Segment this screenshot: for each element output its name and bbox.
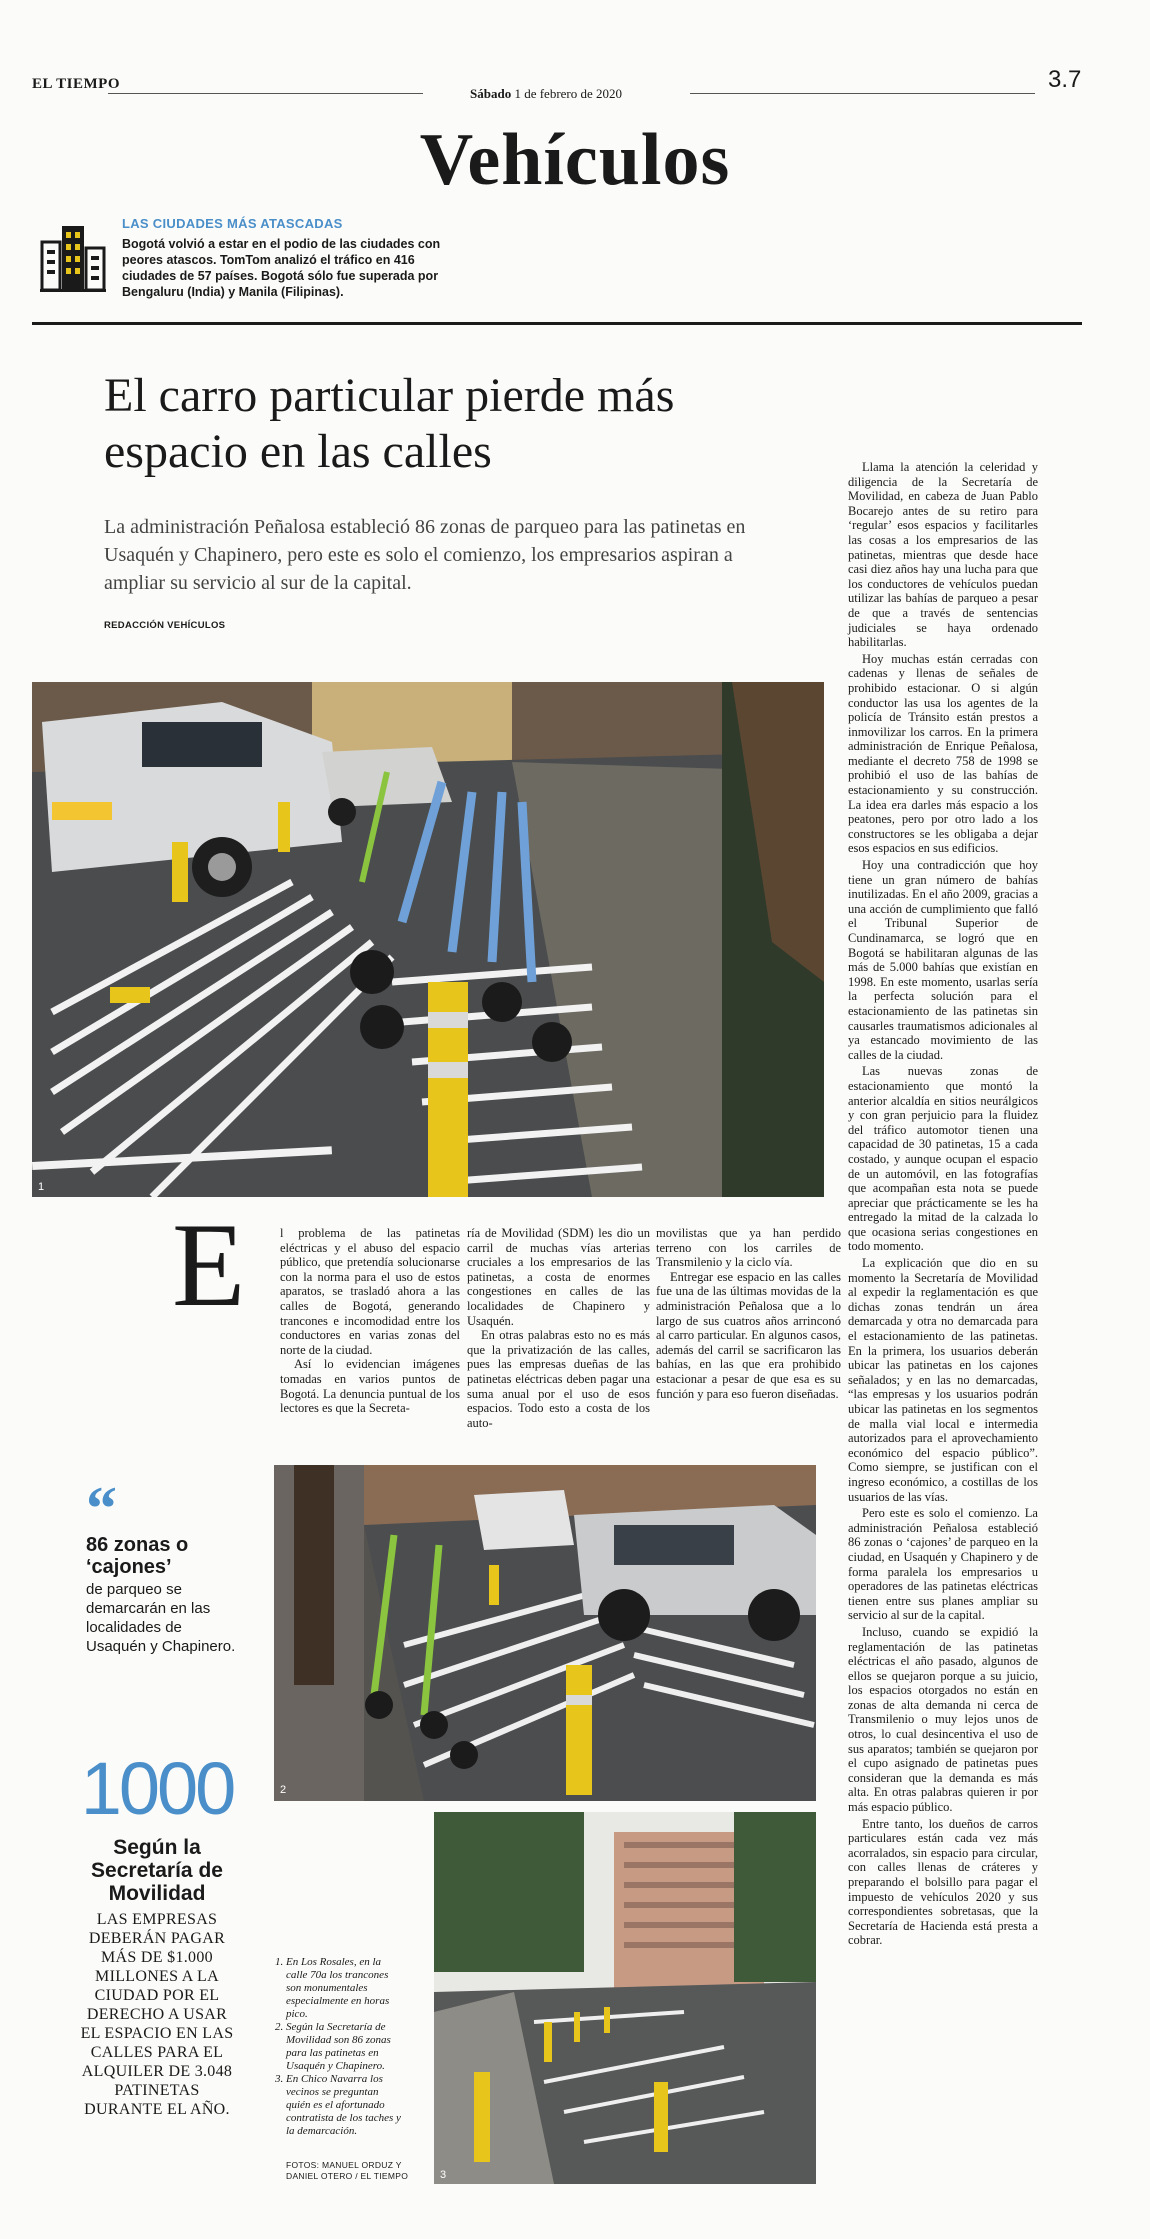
stat-source: Según la Secretaría de Movilidad bbox=[91, 1836, 223, 1905]
section-divider bbox=[32, 322, 1082, 325]
masthead-logo: EL TIEMPO bbox=[32, 76, 120, 92]
body-column-3 bbox=[656, 1226, 841, 1401]
paragraph: Así lo evidencian imágenes tomadas en varios puntos de Bogotá. La denuncia puntual de los lectores es que la Secreta- bbox=[280, 1357, 460, 1416]
header-rule bbox=[108, 93, 423, 94]
buildings-icon bbox=[40, 220, 106, 292]
paragraph: Hoy una contradicción que hoy tiene un gran número de bahías inutilizadas. En el año 2009, gracias a una acción de cumplimiento que falló el Tribunal Superior de Cundinamarca, se logró que en Bogotá se habilitaran algunas de las más de 5.000 bahías que existían en 1998. En este momento, usarlas sería la perfecta solución para el estacionamiento de las patinetas sin causarles traumatismos adicionales al ya estancado movimiento de las calles de la ciudad. bbox=[848, 858, 1038, 1062]
stat-text: LAS EMPRESAS DEBERÁN PAGAR MÁS DE $1.000 MILLONES A LA CIUDAD POR EL DERECHO A USAR EL ESPACIO EN LAS CALLES PARA EL ALQUILER DE 3.048 PATINETAS DURANTE EL AÑO. bbox=[80, 1911, 234, 2118]
issue-day: Sábado bbox=[470, 86, 512, 101]
right-text-column bbox=[848, 460, 1038, 1950]
section-title: Vehículos bbox=[419, 119, 731, 201]
paragraph: Entre tanto, los dueños de carros particulares están cada vez más acorralados, sin espacio para circular, con calles llenas de cráteres y preparando el bolsillo para pagar el impuesto de vehículos 2020 y sus correspondientes sobretasas, que la Secretaría de Hacienda está presta a cobrar. bbox=[848, 1816, 1038, 1948]
stat-number: 1000 bbox=[80, 1747, 234, 1830]
photo-green-scooters-cajon bbox=[274, 1465, 816, 1801]
article-byline: REDACCIÓN VEHÍCULOS bbox=[104, 620, 226, 631]
photo-scooters-parking-street bbox=[32, 682, 824, 1197]
drop-cap: E bbox=[172, 1198, 246, 1331]
photo-number: 2 bbox=[280, 1784, 287, 1796]
article-deck: La administración Peñalosa estableció 86 zonas de parqueo para las patinetas en Usaquén y Chapinero, pero este es solo el comienzo, los empresarios aspiran a ampliar su servicio al sur de la capital. bbox=[104, 516, 746, 594]
pull-quote-title: 86 zonas o ‘cajones’ bbox=[86, 1534, 189, 1578]
photo-number: 3 bbox=[440, 2169, 447, 2181]
paragraph: En otras palabras esto no es más que la privatización de las calles, pues las empresas dueñas de las patinetas eléctricas deben pagar una suma anual por el uso de esos espacios. Todo esto a costa de los auto- bbox=[467, 1328, 650, 1430]
teaser-body: Bogotá volvió a estar en el podio de las ciudades con peores atascos. TomTom analizó el tráfico en 416 ciudades de 57 países. Bogotá sólo fue superada por Bengaluru (India) y Manila (Filipinas). bbox=[122, 237, 441, 299]
paragraph: Pero este es solo el comienzo. La administración Peñalosa estableció 86 zonas o ‘cajones’ de parqueo en la ciudad, en Usaquén y Chapinero y de forma paralela los empresarios u operadores de las patinetas eléctricas tienen entre sus planes ampliar su servicio al sur de la capital. bbox=[848, 1506, 1038, 1623]
caption-item: 2. Según la Secretaría de Movilidad son 86 zonas para las patinetas en Usaquén y Chapinero. bbox=[286, 2021, 404, 2073]
photo-credit: FOTOS: MANUEL ORDUZ Y DANIEL OTERO / EL TIEMPO bbox=[286, 2160, 409, 2181]
body-column-1 bbox=[280, 1226, 460, 1416]
paragraph: ría de Movilidad (SDM) les dio un carril de muchas vías arterias cruciales a los empresarios de las patinetas, a costa de enormes congestiones en calles de las localidades de Chapinero y Usaquén. bbox=[467, 1226, 650, 1328]
quote-icon: “ bbox=[86, 1475, 117, 1543]
photo-captions bbox=[272, 1956, 404, 2138]
paragraph: La explicación que dio en su momento la Secretaría de Movilidad al expedir la reglamentación es que dichas zonas tendrán un área demarcada y otra no demarcada para el estacionamiento de las patinetas. En la primera, los usuarios deberán ubicar las patinetas en los cajones señalados; y en las no demarcadas, “las empresas y los usuarios podrán ubicar las patinetas en los segmentos de malla vial local e intermedia autorizados para el aprovechamiento económico del espacio público”. Como siempre, se justifican con el ingreso económico, a costillas de los usuarios de las vías. bbox=[848, 1256, 1038, 1504]
photo-chico-navarra-street bbox=[434, 1812, 816, 2184]
paragraph: l problema de las patinetas eléctricas y el abuso del espacio público, que pretendía solucionarse con la norma para el uso de estos aparatos, se trasladó ahora a las calles de Bogotá, generando trancones e incomodidad entre los conductores en varias zonas del norte de la ciudad. bbox=[280, 1226, 460, 1357]
caption-item: 3. En Chico Navarra los vecinos se preguntan quién es el afortunado contratista de los taches y la demarcación. bbox=[286, 2073, 404, 2138]
body-column-2 bbox=[467, 1226, 650, 1430]
paragraph: Hoy muchas están cerradas con cadenas y llenas de señales de prohibido estacionar. O si algún conductor las usa los agentes de la policía de Tránsito están prestos a inmovilizar los carros. En la primera administración de Enrique Peñalosa, mediante el decreto 758 de 1998 se prohibió el uso de las bahías de estacionamiento y su construcción. La idea era darles más espacio a los peatones, pero por otro lado a los constructores se les obligaba a dejar esos espacios en sus edificios. bbox=[848, 651, 1038, 856]
caption-item: 1. En Los Rosales, en la calle 70a los trancones son monumentales especialmente en horas pico. bbox=[286, 1956, 404, 2021]
header-rule bbox=[690, 93, 1035, 94]
teaser-heading: LAS CIUDADES MÁS ATASCADAS bbox=[122, 216, 343, 231]
issue-date bbox=[470, 86, 622, 102]
photo-number: 1 bbox=[38, 1181, 45, 1193]
page-number: 3.7 bbox=[1048, 66, 1082, 93]
paragraph: Entregar ese espacio en las calles fue una de las últimas movidas de la administración Peñalosa que a lo largo de sus cuatros años arrinconó al carro particular. En algunos casos, además del carril se sacrificaron las bahías, en las que era prohibido estacionar a pesar de que esa es su función y para eso fueron diseñadas. bbox=[656, 1269, 841, 1401]
article-headline: El carro particular pierde más espacio en las calles bbox=[104, 369, 675, 478]
issue-date-text: 1 de febrero de 2020 bbox=[514, 86, 623, 101]
paragraph: Incluso, cuando se expidió la reglamentación de las patinetas eléctricas el año pasado, algunos de ellos se quejaron porque a su juicio, los espacios otorgados no están en zonas de alta demanda ni cerca de Transmilenio o muy lejos unos de otros, lo cual desincentiva el uso de sus aparatos; también se quejaron por el cupo asignado de patinetas pues consideran que la demanda es más alta. En otras palabras quieren ir por más espacio público. bbox=[848, 1624, 1038, 1815]
paragraph: movilistas que ya han perdido terreno con los carriles de Transmilenio y la ciclo vía. bbox=[656, 1226, 841, 1270]
paragraph: Llama la atención la celeridad y diligencia de la Secretaría de Movilidad, en cabeza de Juan Pablo Bocarejo antes de su retiro para ‘regular’ esos espacios y facilitarles las cosas a los empresarios de las patinetas, mientras que desde hace casi diez años hay una lucha para que los conductores de vehículos puedan utilizar las bahías de parqueo a pesar de que a través de sentencias judiciales se haya ordenado habilitarlas. bbox=[848, 460, 1038, 650]
paragraph: Las nuevas zonas de estacionamiento que montó la anterior alcaldía en sitios neurálgicos y con gran perjuicio para la fluidez del tráfico automotor tienen una capacidad de 30 patinetas, 15 a cada costado, y aunque ocupan el espacio de un automóvil, en las fotografías que acompañan esta nota se puede apreciar que prácticamente se les ha entregado la mitad de la calzada lo que ocasiona serias congestiones en todo momento. bbox=[848, 1064, 1038, 1254]
pull-quote-body: de parqueo se demarcarán en las localidades de Usaquén y Chapinero. bbox=[86, 1581, 236, 1655]
